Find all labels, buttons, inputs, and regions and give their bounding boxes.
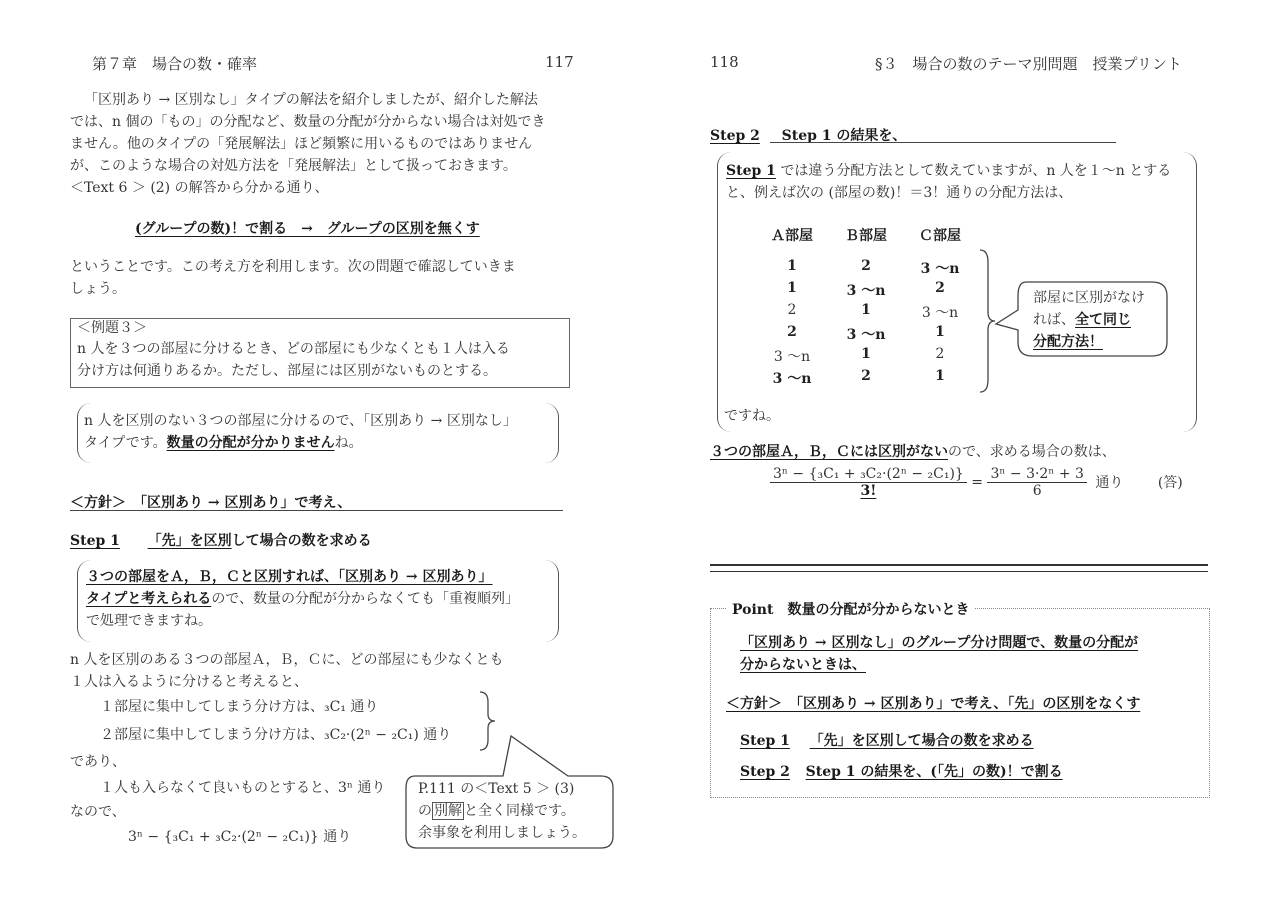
- table-cell: 2: [861, 368, 871, 384]
- intro-paragraph: [70, 89, 545, 199]
- point-step1-text: 「先」を区別して場合の数を求める: [809, 733, 1034, 749]
- callout-text: の: [418, 803, 432, 819]
- example-title: ＜例題３＞: [77, 320, 147, 336]
- policy-underline: [70, 510, 563, 511]
- note-emphasis: タイプと考えられる: [86, 591, 212, 607]
- table-header: Ｂ部屋: [845, 228, 887, 244]
- point-step2: [740, 761, 1063, 781]
- table-header: Ａ部屋: [771, 228, 813, 244]
- table-cell: 3 〜n: [920, 261, 960, 277]
- callout-text: れば、: [1033, 312, 1075, 328]
- note-emphasis: 数量の分配が分かりません: [166, 435, 335, 451]
- point-line: 分からないときは、: [740, 657, 866, 673]
- case-text: ２部屋に集中してしまう分け方は、: [100, 727, 324, 743]
- answer-mark: (答): [1157, 474, 1183, 491]
- table-cell: 1: [861, 346, 871, 362]
- key-rule: (グループの数)！で割る → グループの区別を無くす: [135, 221, 480, 237]
- text-line: ということです。この考え方を利用します。次の問題で確認していきま: [70, 259, 516, 275]
- callout-line: 部屋に区別がなけ: [1033, 290, 1145, 306]
- de-ari-text: であり、: [70, 754, 126, 770]
- intro-line: が、このような場合の対処方法を「発展解法」として扱っておきます。: [70, 158, 517, 174]
- table-cell: 1: [787, 280, 797, 296]
- table-cell: 3 〜n: [772, 371, 812, 387]
- answer-unit: 通り: [1095, 474, 1124, 491]
- point-policy: ＜方針＞ 「区別あり → 区別あり」で考え、「先」の区別をなくす: [726, 696, 1141, 712]
- callout-emphasis: 分配方法！: [1033, 334, 1103, 350]
- page-number-left: 117: [545, 53, 574, 71]
- example-line: 分け方は何通りあるか。ただし、部屋には区別がないものとする。: [77, 363, 497, 379]
- table-cell: 2: [787, 302, 797, 318]
- conclusion-emphasis: ３つの部屋Ａ，Ｂ，Ｃには区別がない: [710, 444, 948, 460]
- note-2: [86, 566, 519, 632]
- final-expression: 3ⁿ − {₃C₁ + ₃C₂·(2ⁿ − ₂C₁)} 通り: [128, 829, 352, 845]
- intro-line: では、n 個の「もの」の分配など、数量の分配が分からない場合は対処でき: [70, 114, 546, 130]
- note-text: で処理できますね。: [86, 613, 212, 629]
- table-cell: 2: [861, 258, 871, 274]
- step1-text: して場合の数を求める: [231, 533, 372, 549]
- note-text: では違う分配方法として数えていますが、n 人を１〜n とする: [780, 163, 1172, 179]
- intro-line: 「区別あり → 区別なし」タイプの解法を紹介しましたが、紹介した解法: [84, 92, 538, 108]
- table-cell: 2: [787, 324, 797, 340]
- lhs-fraction: [770, 466, 967, 499]
- double-rule-divider: [710, 564, 1208, 572]
- conclusion: [710, 441, 1116, 463]
- table-cell: 1: [861, 302, 871, 318]
- point-line: 「区別あり → 区別なし」のグループ分け問題で、数量の分配が: [740, 635, 1139, 651]
- table-cell: 1: [787, 258, 797, 274]
- text-line: しょう。: [70, 281, 126, 297]
- callout-text: と全く同様です。: [464, 803, 575, 819]
- intro-line: ません。他のタイプの「発展解法」ほど頻繁に用いるものではありません: [70, 136, 533, 152]
- point-step2-text: Step 1 の結果を、(「先」の数)！で割る: [805, 764, 1063, 780]
- chapter-title: 第７章 場合の数・確率: [92, 55, 258, 73]
- callout-line: 余事象を利用しましょう。: [418, 825, 586, 841]
- case-suffix: 通り: [423, 727, 452, 743]
- case-text: １部屋に集中してしまう分け方は、: [100, 699, 324, 715]
- note-text: ね。: [334, 435, 363, 451]
- callout-left-text: [418, 778, 586, 844]
- callout-line: P.111 の＜Text 5 ＞ (3): [418, 781, 575, 797]
- rhs-fraction: [987, 466, 1086, 499]
- step1-emphasis: 「先」を区別: [147, 533, 232, 549]
- note-3: [726, 160, 1171, 204]
- note-emphasis: ３つの部屋をＡ，Ｂ，Ｃと区別すれば、「区別あり → 区別あり」: [86, 569, 493, 585]
- transition-paragraph: [70, 256, 516, 300]
- table-cell: 1: [935, 368, 945, 384]
- equals-sign: =: [971, 474, 984, 491]
- rhs-denominator: 6: [1032, 483, 1042, 499]
- nanode-text: なので、: [70, 804, 126, 820]
- step1-heading: [70, 530, 372, 550]
- step1-label: Step 1: [70, 533, 120, 549]
- step2-label: Step 2: [710, 128, 760, 144]
- note-emphasis: Step 1: [726, 163, 776, 179]
- case-formula: ₃C₁: [324, 699, 346, 715]
- step2-underline: [770, 142, 1116, 143]
- page-number-right: 118: [710, 53, 739, 71]
- lhs-denominator: 3!: [860, 483, 877, 499]
- note-3-closing: ですね。: [724, 408, 780, 424]
- case-2: [100, 724, 451, 746]
- case-formula: ₃C₂·(2ⁿ − ₂C₁): [324, 727, 419, 743]
- case-suffix: 通り: [350, 699, 379, 715]
- body-paragraph: [70, 649, 503, 693]
- table-header: Ｃ部屋: [919, 228, 961, 244]
- intro-line: ＜Text 6 ＞ (2) の解答から分かる通り、: [70, 180, 329, 196]
- conclusion-text: ので、求める場合の数は、: [948, 444, 1116, 460]
- table-cell: 3 〜n: [773, 349, 811, 365]
- boxed-term: 別解: [434, 803, 462, 819]
- point-step1-label: Step 1: [740, 733, 790, 749]
- example-content: [77, 318, 510, 382]
- callout-right-text: [1033, 287, 1145, 353]
- note-text: タイプです。: [84, 435, 167, 451]
- zero-ok-text: １人も入らなくて良いものとすると、3ⁿ 通り: [100, 780, 386, 796]
- table-cell: 3 〜n: [846, 283, 886, 299]
- callout-emphasis: 全て同じ: [1075, 312, 1131, 328]
- note-text: と、例えば次の (部屋の数)！＝3！通りの分配方法は、: [726, 185, 1073, 201]
- note-line: n 人を区別のない３つの部屋に分けるので、「区別あり → 区別なし」: [84, 413, 517, 429]
- section-title: §３ 場合の数のテーマ別問題 授業プリント: [875, 55, 1182, 73]
- text-line: １人は入るように分けると考えると、: [70, 674, 308, 690]
- table-cell: 2: [935, 346, 945, 362]
- point-step2-label: Step 2: [740, 764, 790, 780]
- example-line: n 人を３つの部屋に分けるとき、どの部屋にも少なくとも１人は入る: [77, 341, 510, 357]
- note-1: [84, 410, 517, 454]
- text-line: n 人を区別のある３つの部屋Ａ，Ｂ，Ｃに、どの部屋にも少なくとも: [70, 652, 504, 668]
- case-1: [100, 696, 378, 718]
- point-title: Point 数量の分配が分からないとき: [726, 599, 975, 619]
- table-cell: 1: [935, 324, 945, 340]
- point-step1: [740, 730, 1034, 750]
- point-body: [740, 632, 1138, 676]
- lhs-numerator: 3ⁿ − {₃C₁ + ₃C₂·(2ⁿ − ₂C₁)}: [770, 466, 967, 483]
- rhs-numerator: 3ⁿ − 3·2ⁿ + 3: [987, 466, 1086, 483]
- step2-text: Step 1 の結果を、: [781, 128, 907, 144]
- table-cell: 3 〜n: [921, 305, 959, 321]
- policy-heading: ＜方針＞ 「区別あり → 区別あり」で考え、: [70, 495, 352, 511]
- table-cell: 3 〜n: [846, 327, 886, 343]
- note-text: ので、数量の分配が分からなくても「重複順列」: [211, 591, 520, 607]
- table-cell: 2: [935, 280, 945, 296]
- answer-formula: [770, 466, 1183, 499]
